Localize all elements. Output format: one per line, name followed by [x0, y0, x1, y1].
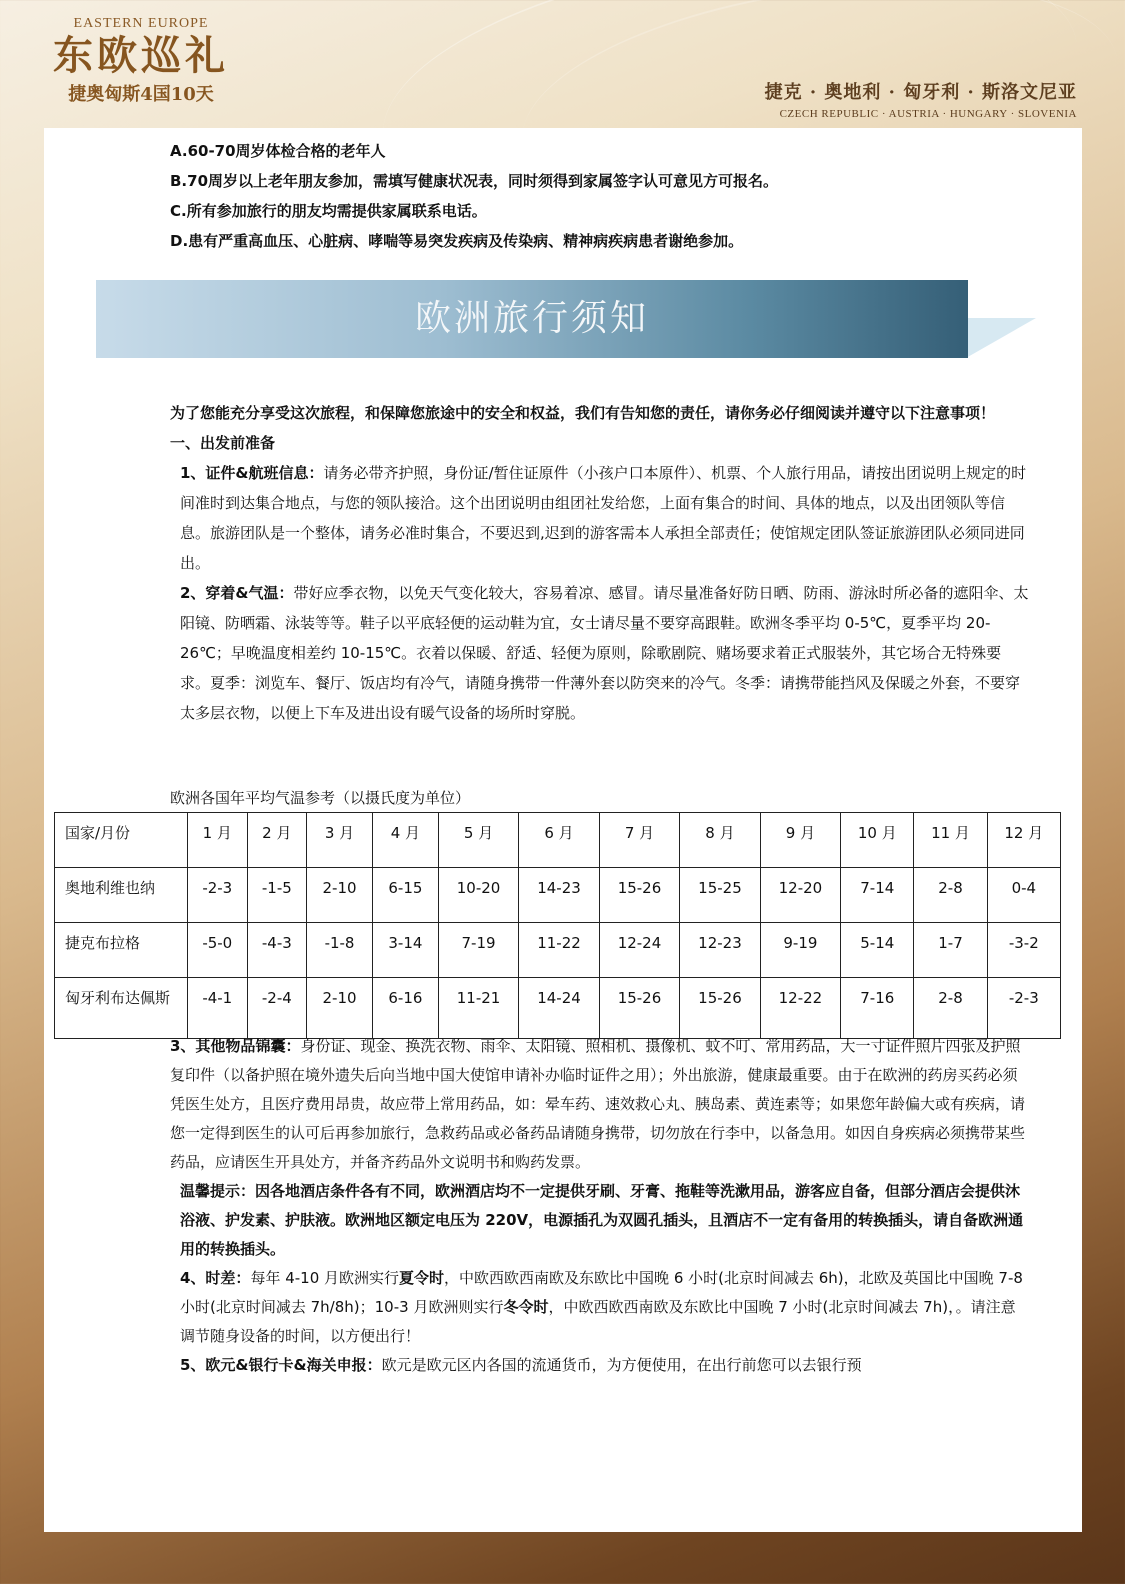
table-cell: 7-14 — [841, 868, 914, 923]
item-documents — [170, 458, 1030, 578]
table-cell: 7-19 — [438, 923, 518, 978]
item-body: 每年 4-10 月欧洲实行 — [250, 1269, 400, 1287]
item-heading: 1、证件&航班信息： — [180, 464, 324, 482]
item-heading: 2、穿着&气温： — [180, 584, 294, 602]
table-cell: -1-5 — [247, 868, 307, 923]
table-row — [55, 923, 1061, 978]
table-cell: -5-0 — [188, 923, 248, 978]
item-body: 如因自身疾病必须携带某些药品，应请医生开具处方，并备齐药品外文说明书和购药发票。 — [170, 1124, 1026, 1171]
table-cell: 12-20 — [760, 868, 840, 923]
table-cell: 11-21 — [438, 978, 518, 1039]
table-caption: 欧洲各国年平均气温参考（以摄氏度为单位） — [170, 789, 471, 807]
logo-subtitle: 捷奥匈斯4国10天 — [68, 84, 214, 105]
table-header-cell: 1 月 — [188, 813, 248, 868]
item-heading: 5、欧元&银行卡&海关申报： — [180, 1356, 382, 1374]
notice-content-continued — [170, 1032, 1030, 1380]
item-clothing — [170, 578, 1030, 728]
table-cell: 9-19 — [760, 923, 840, 978]
table-cell: 0-4 — [987, 868, 1060, 923]
table-row — [55, 868, 1061, 923]
intro-text: 为了您能充分享受这次旅程，和保障您旅途中的安全和权益，我们有告知您的责任，请你务必仔细阅读并遵守以下注意事项！ — [170, 404, 996, 422]
table-cell: 14-23 — [519, 868, 599, 923]
table-cell: 12-22 — [760, 978, 840, 1039]
banner-decoration — [966, 318, 1036, 358]
table-cell: 6-16 — [372, 978, 438, 1039]
table-header-cell: 3 月 — [307, 813, 373, 868]
countries-english: CZECH REPUBLIC · AUSTRIA · HUNGARY · SLOVENIA — [779, 108, 1077, 120]
table-header-cell: 2 月 — [247, 813, 307, 868]
item-body: 鞋子以平底轻便的运动鞋为宜，女士请尽量不要穿高跟鞋。欧洲冬季平均 0-5℃，夏季平均 20-26℃；早晚温度相差约 10-15℃。 — [180, 614, 991, 662]
logo-title: 东欧巡礼 — [53, 32, 229, 79]
table-header-cell: 国家/月份 — [55, 813, 188, 868]
table-cell: 捷克布拉格 — [55, 923, 188, 978]
table-cell: -2-3 — [987, 978, 1060, 1039]
logo — [46, 16, 236, 106]
table-cell: -3-2 — [987, 923, 1060, 978]
table-header-cell: 6 月 — [519, 813, 599, 868]
requirement-item: C.所有参加旅行的朋友均需提供家属联系电话。 — [170, 202, 487, 220]
item-body: ，中欧西欧西南欧及东欧比中国晚 7 小时(北京时间减去 7h)，。请注意调节随身设备的时间，以方便出行！ — [180, 1298, 1016, 1345]
item-emphasis: 冬令时 — [503, 1298, 549, 1316]
table-cell: 匈牙利布达佩斯 — [55, 978, 188, 1039]
table-cell: 2-10 — [307, 868, 373, 923]
notice-content — [170, 398, 1030, 728]
section-title: 一、出发前准备 — [170, 434, 276, 452]
requirement-item: B.70周岁以上老年朋友参加，需填写健康状况表，同时须得到家属签字认可意见方可报名。 — [170, 172, 779, 190]
table-cell: 3-14 — [372, 923, 438, 978]
table-cell: 2-8 — [914, 868, 987, 923]
logo-english: EASTERN EUROPE — [73, 16, 209, 31]
item-currency — [170, 1351, 1030, 1380]
item-body: 由于在欧洲的药房买药必须凭医生处方，且医疗费用昂贵，故应带上常用药品，如：晕车药、速效救心丸、胰岛素、黄连素等；如果您年龄偏大或有疾病，请您一定得到医生的认可后再参加旅行，急救药品或必备药品请随身携带，切勿放在行李中，以备急用。 — [170, 1066, 1026, 1142]
item-heading: 4、时差： — [180, 1269, 251, 1287]
table-cell: 12-24 — [599, 923, 679, 978]
table-header-cell: 11 月 — [914, 813, 987, 868]
table-header-cell: 12 月 — [987, 813, 1060, 868]
section-banner — [96, 280, 1046, 358]
requirement-item: A.60-70周岁体检合格的老年人 — [170, 142, 386, 160]
table-cell: -2-3 — [188, 868, 248, 923]
table-cell: 2-8 — [914, 978, 987, 1039]
table-cell: -4-1 — [188, 978, 248, 1039]
table-cell: 6-15 — [372, 868, 438, 923]
table-cell: 10-20 — [438, 868, 518, 923]
table-header-row — [55, 813, 1061, 868]
table-header-cell: 4 月 — [372, 813, 438, 868]
table-cell: 14-24 — [519, 978, 599, 1039]
requirements-list — [170, 136, 1030, 256]
table-cell: 15-26 — [599, 868, 679, 923]
countries-chinese: 捷克 · 奥地利 · 匈牙利 · 斯洛文尼亚 — [764, 82, 1077, 103]
table-cell: 1-7 — [914, 923, 987, 978]
item-other-items — [170, 1032, 1030, 1177]
item-time-difference — [170, 1264, 1030, 1351]
requirement-item: D.患有严重高血压、心脏病、哮喘等易突发疾病及传染病、精神病疾病患者谢绝参加。 — [170, 232, 744, 250]
item-body: 衣着以保暖、舒适、轻便为原则，除歌剧院、赌场要求着正式服装外，其它场合无特殊要求。夏季：浏览车、餐厅、饭店均有冷气，请随身携带一件薄外套以防突来的冷气。冬季：请携带能挡风及保暖之外套，不要穿太多层衣物，以便上下车及进出设有暖气设备的场所时穿脱。 — [180, 644, 1021, 722]
table-row — [55, 978, 1061, 1039]
table-cell: 2-10 — [307, 978, 373, 1039]
table-header-cell: 10 月 — [841, 813, 914, 868]
table-cell: 15-25 — [680, 868, 760, 923]
banner-title: 欧洲旅行须知 — [414, 298, 649, 339]
table-cell: 12-23 — [680, 923, 760, 978]
table-cell: -4-3 — [247, 923, 307, 978]
item-body: ，中欧西欧西南欧及东欧比中国晚 6 小时(北京时间减去 6h)，北欧及英国比中国晚 7-8 小时(北京时间减去 7h/8h)；10-3 月欧洲则实行 — [180, 1269, 1023, 1316]
item-body: 旅游团队是一个整体，请务必准时集合，不要迟到,迟到的游客需本人承担全部责任；使馆规定团队签证旅游团队必须同进同出。 — [180, 524, 1025, 572]
item-body: 身份证、现金、换洗衣物、雨伞、太阳镜、照相机、摄像机、蚊不叮、常用药品，大一寸证件照片四张及护照复印件（以备护照在境外遗失后向当地中国大使馆申请补办临时证件之用）；外出旅游，健康最重要。 — [170, 1037, 1021, 1084]
item-body: 带好应季衣物，以免天气变化较大，容易着凉、感冒。请尽量准备好防日晒、防雨、游泳时所必备的遮阳伞、太阳镜、防晒霜、泳装等等。 — [180, 584, 1029, 632]
table-cell: 7-16 — [841, 978, 914, 1039]
table-cell: 奥地利维也纳 — [55, 868, 188, 923]
table-cell: -2-4 — [247, 978, 307, 1039]
item-emphasis: 夏令时 — [399, 1269, 445, 1287]
item-heading: 3、其他物品锦囊： — [170, 1037, 301, 1055]
table-header-cell: 9 月 — [760, 813, 840, 868]
table-cell: -1-8 — [307, 923, 373, 978]
countries-header — [765, 78, 1077, 120]
item-body: 欧元是欧元区内各国的流通货币，为方便使用，在出行前您可以去银行预 — [381, 1356, 862, 1374]
document-panel — [44, 128, 1082, 1532]
table-cell: 11-22 — [519, 923, 599, 978]
table-header-cell: 7 月 — [599, 813, 679, 868]
temperature-table — [54, 812, 1061, 1039]
table-cell: 5-14 — [841, 923, 914, 978]
table-header-cell: 5 月 — [438, 813, 518, 868]
warm-tip: 温馨提示：因各地酒店条件各有不同，欧洲酒店均不一定提供牙刷、牙膏、拖鞋等洗漱用品，游客应自备，但部分酒店会提供沐浴液、护发素、护肤液。欧洲地区额定电压为 220V，电源插孔为双圆孔插头，且酒店不一定有备用的转换插头，请自备欧洲通用的转换插头。 — [180, 1182, 1024, 1258]
table-header-cell: 8 月 — [680, 813, 760, 868]
item-body: 请务必带齐护照，身份证/暂住证原件（小孩户口本原件）、机票、个人旅行用品，请按出团说明上规定的时间准时到达集合地点，与您的领队接洽。这个出团说明由组团社发给您，上面有集合的时间、具体的地点，以及出团领队等信息。 — [180, 464, 1027, 542]
table-cell: 15-26 — [599, 978, 679, 1039]
table-cell: 15-26 — [680, 978, 760, 1039]
